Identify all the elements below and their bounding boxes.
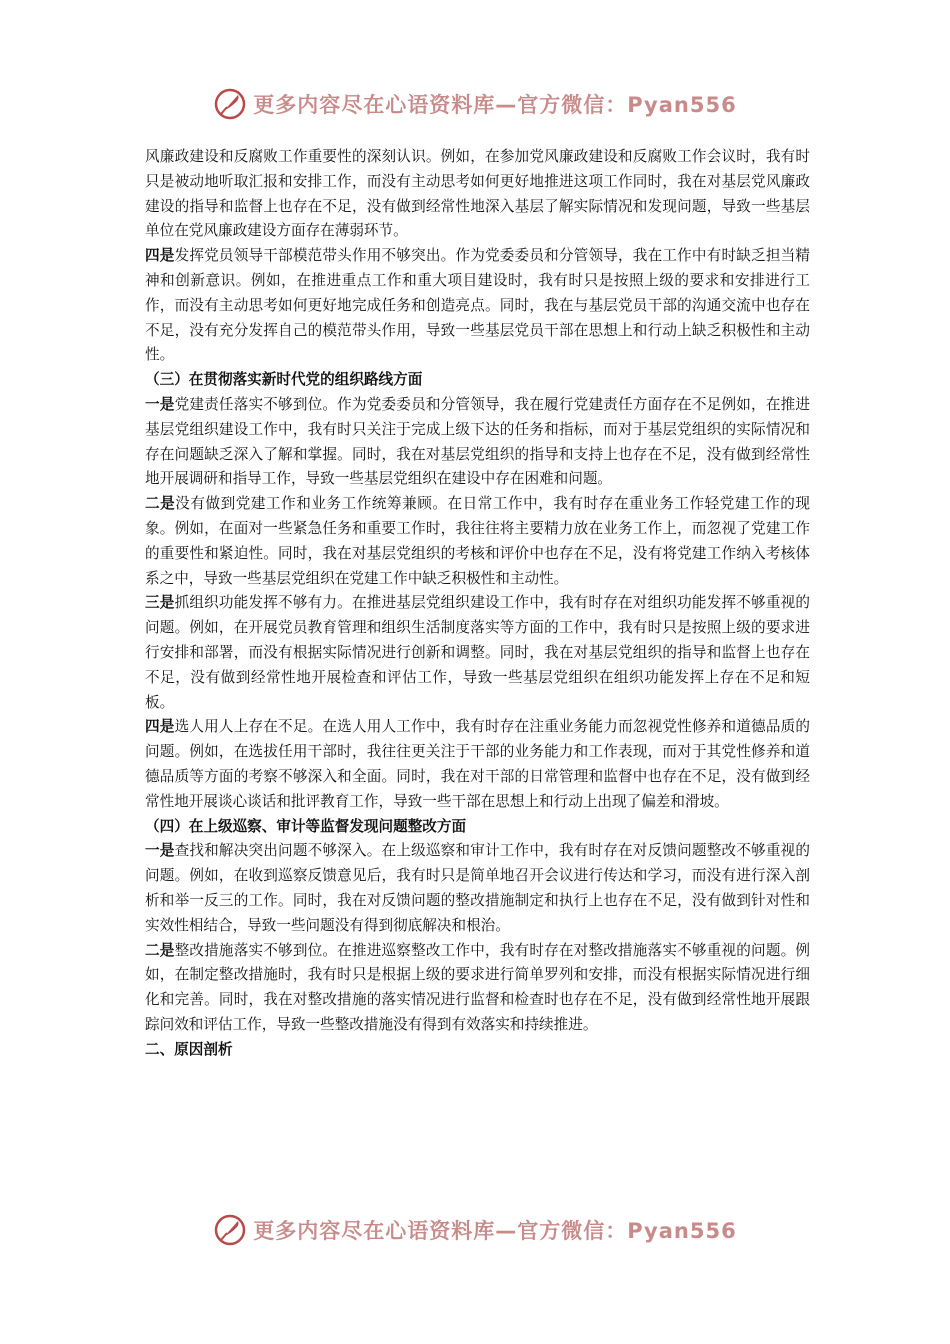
paragraph-text: 发挥党员领导干部模范带头作用不够突出。作为党委委员和分管领导，我在工作中有时缺乏担当精神和创新意识。例如，在推进重点工作和重大项目建设时，我有时只是按照上级的要求和安排进行工作，而没有主动思考如何更好地完成任务和创造亮点。同时，我在与基层党员干部的沟通交流中也存在不足，没有充分发挥自己的模范带头作用，导致一些基层党员干部在思想上和行动上缺乏积极性和主动性。: [145, 247, 810, 364]
paragraph-text: 选人用人上存在不足。在选人用人工作中，我有时存在注重业务能力而忽视党性修养和道德品质的问题。例如，在选拔任用干部时，我往往更关注于干部的业务能力和工作表现，而对于其党性修养和道德品质等方面的考察不够深入和全面。同时，我在对干部的日常管理和监督中也存在不足，没有做到经常性地开展谈心谈话和批评教育工作，导致一些干部在思想上和行动上出现了偏差和滑坡。: [145, 718, 810, 810]
section-heading: （三）在贯彻落实新时代党的组织路线方面: [145, 371, 423, 389]
paragraph: [145, 715, 810, 814]
document-body: [145, 145, 810, 1062]
banner-text: 更多内容尽在心语资料库—官方微信：Pyan556: [253, 1219, 737, 1243]
paragraph-lead: 二是: [145, 941, 175, 959]
paragraph: [145, 244, 810, 368]
paragraph-text: 整改措施落实不够到位。在推进巡察整改工作中，我有时存在对整改措施落实不够重视的问题。例如，在制定整改措施时，我有时只是根据上级的要求进行简单罗列和安排，而没有根据实际情况进行细化和完善。同时，我在对整改措施的落实情况进行监督和检查时也存在不足，没有做到经常性地开展跟踪问效和评估工作，导致一些整改措施没有得到有效落实和持续推进。: [145, 941, 810, 1033]
paragraph-text: 风廉政建设和反腐败工作重要性的深刻认识。例如，在参加党风廉政建设和反腐败工作会议时，我有时只是被动地听取汇报和安排工作，而没有主动思考如何更好地推进这项工作同时，我在对基层党风廉政建设的指导和监督上也存在不足，没有做到经常性地深入基层了解实际情况和发现问题，导致一些基层单位在党风廉政建设方面存在薄弱环节。: [145, 148, 810, 240]
paragraph: [145, 939, 810, 1038]
paragraph-text: 没有做到党建工作和业务工作统筹兼顾。在日常工作中，我有时存在重业务工作轻党建工作的现象。例如，在面对一些紧急任务和重要工作时，我往往将主要精力放在业务工作上，而忽视了党建工作的重要性和紧迫性。同时，我在对基层党组织的考核和评价中也存在不足，没有将党建工作纳入考核体系之中，导致一些基层党组织在党建工作中缺乏积极性和主动性。: [145, 495, 810, 587]
paragraph: [145, 145, 810, 244]
banner-text: 更多内容尽在心语资料库—官方微信：Pyan556: [253, 93, 737, 117]
quill-logo-icon: [213, 87, 247, 121]
paragraph: [145, 591, 810, 715]
paragraph: [145, 839, 810, 938]
quill-logo-icon: [213, 1213, 247, 1247]
paragraph: [145, 492, 810, 591]
header-banner: [0, 84, 950, 124]
paragraph-lead: 二是: [145, 495, 176, 513]
paragraph-lead: 四是: [145, 247, 175, 265]
paragraph: [145, 393, 810, 492]
section-heading: 二、原因剖析: [145, 1040, 233, 1058]
paragraph-text: 抓组织功能发挥不够有力。在推进基层党组织建设工作中，我有时存在对组织功能发挥不够重视的问题。例如，在开展党员教育管理和组织生活制度落实等方面的工作中，我有时只是按照上级的要求进行安排和部署，而没有根据实际情况进行创新和调整。同时，我在对基层党组织的指导和监督上也存在不足，没有做到经常性地开展检查和评估工作，导致一些基层党组织在组织功能发挥上存在不足和短板。: [145, 594, 810, 711]
paragraph-lead: 一是: [145, 395, 175, 413]
paragraph-lead: 四是: [145, 718, 175, 736]
footer-banner: [0, 1210, 950, 1250]
section-heading: （四）在上级巡察、审计等监督发现问题整改方面: [145, 817, 467, 835]
paragraph-lead: 一是: [145, 842, 175, 860]
paragraph-lead: 三是: [145, 594, 175, 612]
paragraph-text: 查找和解决突出问题不够深入。在上级巡察和审计工作中，我有时存在对反馈问题整改不够重视的问题。例如，在收到巡察反馈意见后，我有时只是简单地召开会议进行传达和学习，而没有进行深入剖析和举一反三的工作。同时，我在对反馈问题的整改措施制定和执行上也存在不足，没有做到针对性和实效性相结合，导致一些问题没有得到彻底解决和根治。: [145, 842, 810, 934]
paragraph-text: 党建责任落实不够到位。作为党委委员和分管领导，我在履行党建责任方面存在不足例如，在推进基层党组织建设工作中，我有时只关注于完成上级下达的任务和指标，而对于基层党组织的实际情况和存在问题缺乏深入了解和掌握。同时，我在对基层党组织的指导和支持上也存在不足，没有做到经常性地开展调研和指导工作，导致一些基层党组织在建设中存在困难和问题。: [145, 395, 810, 488]
